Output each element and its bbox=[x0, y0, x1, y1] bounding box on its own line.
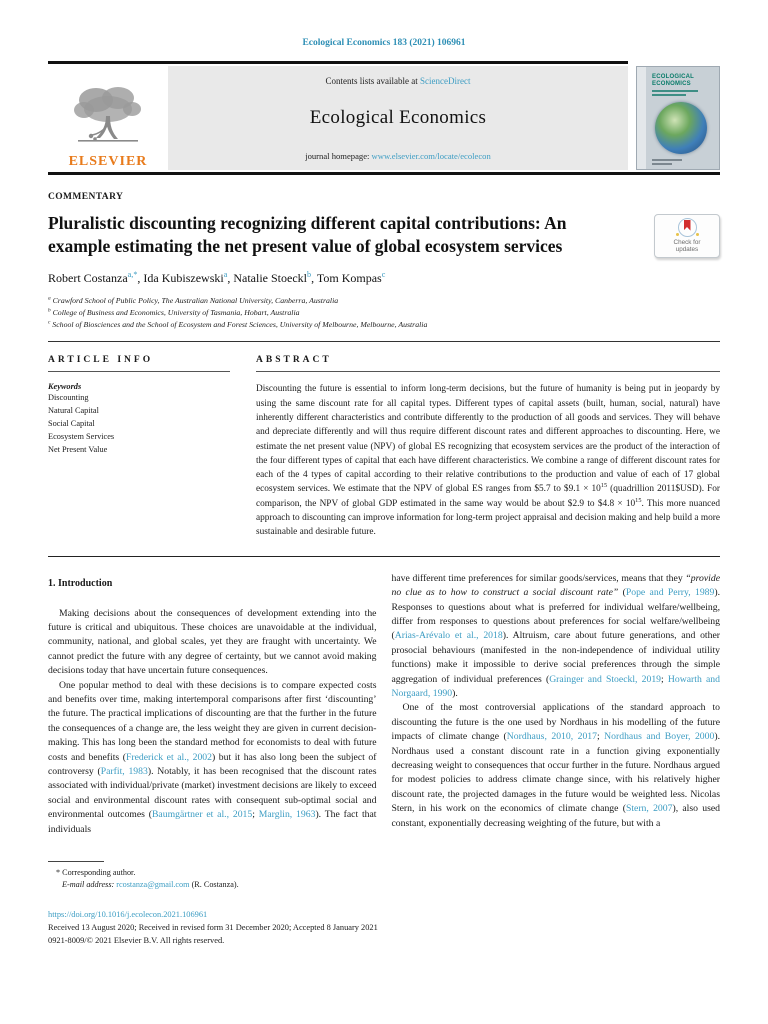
keyword-item: Discounting bbox=[48, 393, 89, 403]
article-footer bbox=[48, 908, 720, 947]
body-text bbox=[48, 572, 720, 837]
citation-link[interactable]: rcostanza@gmail.com bbox=[116, 880, 190, 890]
globe-image bbox=[655, 102, 707, 154]
keyword-item: Natural Capital bbox=[48, 406, 99, 416]
left-column bbox=[48, 572, 377, 837]
cover-footer-line bbox=[652, 163, 672, 165]
keyword-item: Ecosystem Services bbox=[48, 431, 115, 441]
journal-title: Ecological Economics bbox=[309, 107, 487, 128]
sciencedirect-link[interactable]: ScienceDirect bbox=[420, 75, 471, 86]
elsevier-wordmark: ELSEVIER bbox=[68, 153, 148, 169]
journal-masthead bbox=[48, 61, 720, 175]
doi-link[interactable]: https://doi.org/10.1016/j.ecolecon.2021.106961 bbox=[48, 909, 208, 919]
paragraph: have different time preferences for similar goods/services, means that they “provide no clue as to how to construct a social discount rate” (Pope and Perry, 1989). Responses to questions about what is preferred for individual welfare/wellbeing, differ from responses to questions about preferences for social welfare/wellbeing (Arias-Arévalo et al., 2018). Altruism, care about future generations, and other prosocial behaviours (manifested in the non-independence of individual utility functions) make it impossible to derive social preferences through the simple aggregation of individual preferences (Grainger and Stoeckl, 2019; Howarth and Norgaard, 1990). bbox=[391, 572, 721, 699]
left-column-paragraphs bbox=[48, 607, 377, 838]
cover-journal-title: ECOLOGICAL ECONOMICS bbox=[652, 73, 694, 87]
paragraph: One popular method to deal with these decisions is to compare expected costs and benefits over time, making intertemporal comparisons after first ‘discounting’ the future. The practical implications of discounting are that the further in the future the consequences of a change are, the less weight they are given in current decision-making. This has long been the standard method for economists to deal with future costs and benefits (Frederick et al., 2002) but it has also long been the subject of controversy (Parfit, 1983). Notably, it has been recognised that the discount rates associated with individual/private (market) investment decisions are likely to exceed social and environmental discount rates with consequent sub-optimal social and environmental outcomes (Baumgärtner et al., 2015; Marglin, 1963). The fact that individuals bbox=[48, 679, 377, 835]
citation-link[interactable]: Grainger and Stoeckl, 2019 bbox=[549, 673, 662, 685]
citation-link[interactable]: Stern, 2007 bbox=[625, 803, 673, 815]
masthead-bottom-rule bbox=[48, 172, 720, 175]
keyword-item: Social Capital bbox=[48, 418, 95, 428]
info-abstract-section bbox=[48, 342, 720, 556]
keywords-list bbox=[48, 392, 230, 456]
corresponding-author-note bbox=[48, 867, 371, 879]
citation-link[interactable]: Howarth and Norgaard, 1990 bbox=[391, 673, 720, 699]
article-info-heading: ARTICLE INFO bbox=[48, 355, 230, 372]
cover-margin-strip bbox=[637, 67, 646, 169]
footnote-block bbox=[48, 861, 371, 892]
keyword-item: Net Present Value bbox=[48, 444, 108, 454]
abstract-heading: ABSTRACT bbox=[256, 355, 720, 372]
masthead-top-rule bbox=[48, 61, 628, 64]
elsevier-tree-icon bbox=[66, 82, 150, 156]
article-category: COMMENTARY bbox=[48, 191, 124, 202]
abstract-column bbox=[256, 355, 720, 539]
paragraph: $^c$ School of Biosciences and the School of Ecosystem and Forest Sciences, University of Melbourne, Melbourne, Australia bbox=[48, 319, 428, 330]
citation-link[interactable]: Nordhaus, 2010, 2017 bbox=[506, 731, 597, 743]
abstract-text: Discounting the future is essential to inform long-term decisions, but the future of humanity is being put in jeopardy by using the same discount rate for all capital types. Different types of capital assets (built, human, social, natural) have inherently different characteristics and contribute differently to the production of all goods and services. They will behave and depreciate differently and will thus require different discount rates and different approaches to discounting. Here, we estimate the net present value (NPV) of global ES recognizing that ecosystem services are the product of the interaction of the four different types of capital that each have different characteristics. We combine a range of different discount rates for each of the 4 types of capital according to their relative contributions to the production and value of each of 17 global ecosystem services. We estimate that the NPV of global ES ranges from $5.7 to $9.1 × $10^{15}$ (quadrillion 2011$USD). For comparison, the NPV of global GDP estimated in the same way would be about $2.9 to $4.8 × $10^{15}$. This more nuanced approach to discounting can improve information for long-term project appraisal and decision making and help build a more sustainable and desirable future. bbox=[256, 384, 721, 538]
citation-link[interactable]: Pope and Perry, 1989 bbox=[625, 587, 715, 599]
crossmark-icon bbox=[678, 218, 697, 237]
right-column bbox=[392, 572, 721, 837]
cover-footer-line bbox=[652, 159, 682, 161]
citation-link[interactable]: Nordhaus and Boyer, 2000 bbox=[604, 731, 715, 743]
citation-link[interactable]: Arias-Arévalo et al., 2018 bbox=[394, 630, 503, 642]
citation-link[interactable]: Frederick et al., 2002 bbox=[125, 751, 212, 763]
citation-link[interactable]: Baumgärtner et al., 2015 bbox=[151, 809, 253, 821]
journal-homepage-link[interactable]: www.elsevier.com/locate/ecolecon bbox=[371, 150, 491, 161]
right-column-paragraphs bbox=[392, 572, 721, 831]
received-dates: Received 13 August 2020; Received in revised form 31 December 2020; Accepted 8 January 2021 bbox=[48, 922, 378, 932]
paragraph: Making decisions about the consequences of development extending into the future is critical and ubiquitous. These choices are unavoidable at the individual, community, national, and global scales, yet they are fraught with uncertainty. We cannot predict the future with any degree of certainty, but we cannot avoid making decisions today that have uncertain future consequences. bbox=[48, 607, 377, 677]
cover-subtitle-line bbox=[652, 94, 686, 96]
article-title: Pluralistic discounting recognizing different capital contributions: An example estimating the net present value of global ecosystem services bbox=[48, 212, 567, 256]
article-info-column bbox=[48, 355, 230, 539]
paragraph: $^a$ Crawford School of Public Policy, The Australian National University, Canberra, Australia bbox=[48, 295, 339, 306]
keywords-label: Keywords bbox=[48, 382, 82, 392]
contents-prefix: Contents lists available at bbox=[325, 75, 420, 86]
footnote-rule bbox=[48, 861, 104, 862]
contents-line bbox=[176, 76, 620, 86]
citation-link[interactable]: Marglin, 1963 bbox=[258, 809, 316, 821]
homepage-prefix: journal homepage: bbox=[305, 150, 372, 161]
copyright-line: 0921-8009/© 2021 Elsevier B.V. All rights reserved. bbox=[48, 935, 225, 945]
footnote-marker: * bbox=[56, 868, 61, 878]
affiliations bbox=[48, 295, 720, 331]
paragraph: One of the most controversial applications of the standard approach to discounting the future is the one used by Nordhaus in his modelling of the future impacts of climate change (Nordhaus, 2010, 2017; Nordhaus and Boyer, 2000). Nordhaus used a constant discount rate in a function giving exponentially decreasing weight to consequences that occur further in the future. Nordhaus argued for modest policies to address climate change since, with his relatively higher discount rate, the projected damages in the future would be weighted less. Nicolas Stern, in his work on the economics of climate change (Stern, 2007), also used constant, exponentially decreasing weighting of the future, but with a bbox=[391, 702, 721, 829]
journal-citation: Ecological Economics 183 (2021) 106961 bbox=[302, 38, 466, 48]
bookmark-icon bbox=[684, 220, 691, 231]
check-for-updates-badge[interactable] bbox=[654, 214, 720, 258]
paragraph: $^b$ College of Business and Economics, University of Tasmania, Hobart, Australia bbox=[48, 307, 300, 318]
elsevier-logo[interactable] bbox=[48, 66, 168, 170]
journal-cover-thumbnail[interactable] bbox=[636, 66, 720, 170]
section-heading-introduction: 1. Introduction bbox=[48, 577, 113, 589]
homepage-line bbox=[176, 151, 620, 161]
cover-subtitle-line bbox=[652, 90, 698, 92]
citation-link[interactable]: Parfit, 1983 bbox=[100, 766, 148, 778]
author-list: Robert Costanza$^{a,*}$, Ida Kubiszewski$^a$, Natalie Stoeckl$^b$, Tom Kompas$^c$ bbox=[48, 270, 386, 286]
corresponding-author-text: Corresponding author. bbox=[60, 868, 136, 878]
email-line: E-mail address: rcostanza@gmail.com (R. Costanza). bbox=[62, 880, 239, 890]
journal-banner bbox=[168, 66, 628, 170]
check-updates-label: Check for updates bbox=[673, 238, 701, 253]
